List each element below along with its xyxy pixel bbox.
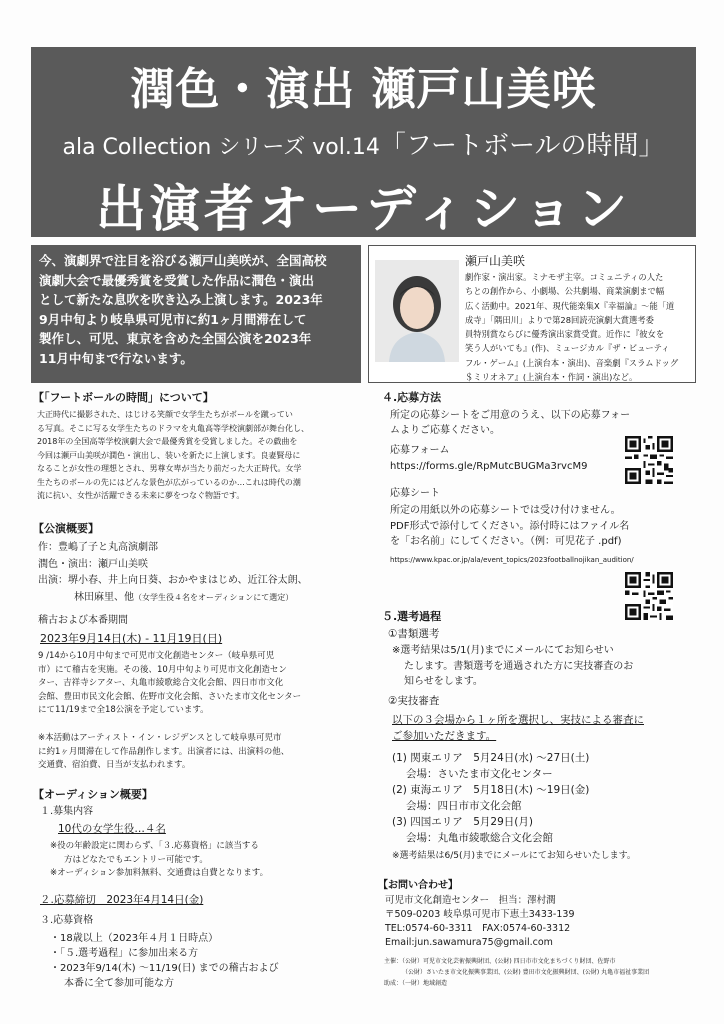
qr-code-icon[interactable] [625, 436, 673, 484]
cast-line-2 [38, 590, 308, 607]
practical-audition-label: ②実技審査 [388, 695, 440, 707]
about-text [37, 408, 309, 503]
overview-heading: 【公演概要】 [33, 522, 99, 535]
support-text: 助成：（一財）地域創造 [384, 980, 448, 987]
director-name: 瀬戸山美咲 [465, 254, 526, 268]
about-line: 今回は瀬戸山美咲が潤色・演出し、装いを新たに上演します。良妻賢母に [37, 450, 301, 460]
apply-intro-line: 所定の応募シートをご用意のうえ、以下の応募フォー [390, 410, 631, 421]
venue-area: (1) 関東エリア 5月24日(水) ～27日(土) [392, 752, 590, 764]
eligibility-heading: ３.応募資格 [40, 915, 94, 926]
deadline: ２.応募締切 2023年4月14日(金) [40, 894, 204, 906]
sheet-url-link[interactable]: https://www.kpac.or.jp/ala/event_topics/2023footballnojikan_audition/ [390, 556, 634, 564]
eligibility-item: 本番に全て参加可能な方 [64, 978, 174, 989]
series-prefix: ala Collection シリーズ vol.14 [62, 135, 380, 160]
sheet-instructions [390, 503, 629, 550]
period-line: にて11/19まで全18公演を予定しています。 [38, 705, 209, 715]
apply-intro [390, 408, 630, 438]
sponsor-label: 主催： [384, 958, 403, 965]
period-line: ター、吉祥寺シアター、丸亀市綾歌総合文化会館、四日市市文化 [38, 678, 284, 688]
venue-place: 会場：丸亀市綾歌総合文化会館 [406, 832, 553, 844]
intro-line: 製作し、可児、東京を含めた全国公演を2023年 [39, 331, 312, 346]
page-title: 出演者オーディション [96, 180, 631, 238]
recruit-heading: １.募集内容 [40, 806, 94, 817]
contact-heading: 【お問い合わせ】 [378, 880, 458, 891]
bio-line: 成寺」「隅田川」よりで第28回読売演劇大賞選考委 [465, 314, 654, 325]
intro-line: として新たな息吹を吹き込み上演します。2023年 [39, 292, 323, 307]
eligibility-item: ・「５.選考過程」に参加出来る方 [50, 948, 199, 959]
cast-note: （女学生役４名をオーディションにて選定） [134, 592, 294, 602]
about-line: 生たちのボールの先にはどんな景色が広がっているのか…これは時代の潮 [37, 477, 301, 487]
selection-heading: ５.選考過程 [382, 610, 442, 623]
about-line: る写真。そこに写る女学生たちのドラマを丸亀高等学校演劇部が舞台化し、 [37, 423, 309, 433]
series-line [31, 125, 696, 162]
period-line: 会館、豊田市民文化会館、佐野市文化会館、さいたま市文化センター [38, 691, 302, 702]
bio-line: フル・ゲーム』(上演台本・演出)、音楽劇『スラムドッグ [465, 357, 679, 368]
residency-line: 交通費、宿泊費、日当が支払われます。 [38, 760, 191, 770]
apply-intro-line: ムよりご応募ください。 [390, 425, 500, 436]
document-screening-label: ①書類選考 [388, 628, 440, 640]
intro-line: 11月中旬まで行ないます。 [39, 350, 193, 366]
sponsor-text: （公財）可児市文化芸術振興財団、(公財) 四日市市文化まちづくり財団、佐野市 [402, 958, 616, 965]
title-banner [31, 47, 696, 237]
qr-code-icon[interactable] [625, 572, 673, 620]
contact-org: 可児市文化創造センター 担当：澤村潤 [385, 895, 556, 906]
document-screening-notes [392, 643, 633, 690]
recruit-notes [50, 840, 268, 881]
bio-line: 員特別賞ならびに優秀演出家賞受賞。近作に『彼女を [465, 329, 665, 340]
audition-heading: 【オーディション概要】 [33, 788, 153, 801]
venue-place: 会場：さいたま市文化センター [406, 768, 553, 780]
sponsors [384, 956, 649, 989]
contact-address: 〒509-0203 岐阜県可児市下恵土3433-139 [385, 909, 575, 920]
contact-email-link[interactable]: Email:jun.sawamura75@gmail.com [385, 937, 553, 948]
director-bio [465, 270, 691, 384]
director-profile [368, 245, 696, 383]
about-line: 2018年の全国高等学校演劇大会で最優秀賞を受賞しました。その戯曲を [37, 437, 298, 446]
intro-line: 9月中旬より岐阜県可児市に約1ヶ月間滞在して [39, 311, 307, 327]
author-credit: 作：豊嶋了子と丸高演劇部 [38, 542, 158, 553]
bio-line: 笑う人がいても』(作)、ミュージカル『ザ・ビューティ [465, 343, 670, 354]
period-label: 稽古および本番期間 [38, 615, 128, 626]
doc-note: 知らせをします。 [404, 676, 483, 687]
recruit-note: 方はどなたでもエントリー可能です。 [64, 854, 208, 865]
venue-area: (3) 四国エリア 5月29日(月) [392, 816, 533, 828]
period-dates: 2023年9月14日(木) - 11月19日(日) [40, 632, 223, 645]
about-line: なることが女性の理想とされ、男尊女卑が当たり前だった大正時代。女学 [37, 464, 302, 473]
result-note: ※選考結果は6/5(月)までにメールにてお知らせいたします。 [392, 851, 636, 861]
practical-note: 以下の３会場から１ヶ所を選択し、実技による審査に [392, 714, 644, 726]
title-director: 潤色・演出 瀬戸山美咲 [130, 64, 597, 115]
intro-box [31, 245, 361, 383]
residency-note [38, 732, 289, 773]
doc-note: ※選考結果は5/1(月)までにメールにてお知らせい [392, 645, 614, 656]
period-line: 市）にて稽古を実施。その後、10月中旬より可児市文化創造セン [38, 664, 287, 675]
about-line: 大正時代に撮影された、はじける笑顔で女学生たちがボールを蹴ってい [37, 410, 293, 419]
series-title: 「フートボールの時間」 [379, 131, 665, 161]
practical-audition-notes [392, 712, 644, 744]
intro-line: 演劇大会で最優秀賞を受賞した作品に潤色・演出 [39, 272, 315, 288]
period-details [38, 650, 301, 718]
about-heading: 【「フートボールの時間」について】 [33, 391, 214, 404]
bio-line: ちとの創作から、小劇場、公共劇場、商業演劇まで幅 [465, 286, 665, 297]
sheet-label: 応募シート [390, 488, 440, 499]
director-photo [375, 260, 459, 362]
residency-line: に約1ヶ月間滞在して作品創作します。出演者には、出演料の他、 [38, 746, 290, 757]
apply-heading: ４.応募方法 [382, 391, 442, 404]
bio-line: 広く活動中。2021年、現代能楽集Ⅹ『幸福論』～能「道 [465, 300, 675, 311]
sheet-line: 所定の用紙以外の応募シートでは受け付けません。 [390, 505, 621, 516]
sponsor-line [384, 956, 649, 967]
recruit-roles: 10代の女学生役…４名 [58, 823, 166, 835]
venue-list [392, 750, 589, 846]
eligibility-item: ・18歳以上（2023年４月１日時点） [50, 933, 219, 944]
director-credit: 潤色・演出：瀬戸山美咲 [38, 558, 148, 570]
form-url-link[interactable]: https://forms.gle/RpMutcBUGMa3rvcM9 [390, 461, 588, 472]
practical-note: ご参加いただきます。 [392, 730, 497, 742]
cast-line: 出演：堺小春、井上向日葵、おかやまはじめ、近江谷太朗、 [38, 575, 308, 586]
intro-line: 今、演劇界で注目を浴びる瀬戸山美咲が、全国高校 [39, 253, 327, 268]
residency-line: ※本活動はアーティスト・イン・レジデンスとして岐阜県可児市 [38, 733, 282, 743]
venue-place: 会場：四日市市文化会館 [406, 800, 522, 812]
doc-note: たします。書類選考を通過された方に実技審査のお [404, 660, 634, 672]
bio-line: 劇作家・演出家。ミナモザ主宰。コミュニティの人た [465, 272, 664, 282]
contact-info [385, 894, 575, 950]
period-line: 9 /14から10月中旬まで可児市文化創造センター（岐阜県可児 [38, 651, 275, 661]
sheet-line: を「お名前」にしてください。（例：可児花子 .pdf) [390, 536, 622, 547]
eligibility-item: ・2023年9/14(木) ～11/19(日) までの稽古および [50, 963, 279, 974]
contact-phone: TEL:0574-60-3311 FAX:0574-60-3312 [385, 923, 571, 934]
overview-credits [38, 540, 308, 606]
bio-line: ＄ミリオネア』(上演台本・作詞・演出)など。 [465, 372, 638, 383]
venue-area: (2) 東海エリア 5月18日(木) ～19日(金) [392, 784, 590, 796]
recruit-note: ※役の年齢設定に関わらず、「３.応募資格」に該当する [50, 841, 259, 851]
about-line: 流に抗い、女性が活躍できる未来に夢をつなぐ物語です。 [37, 491, 245, 500]
cast-names: 林田麻里、他 [74, 591, 134, 603]
form-label: 応募フォーム [390, 445, 450, 456]
eligibility-list [50, 931, 279, 991]
sponsor-text-2: （公財）さいたま市文化振興事業団、(公財) 豊田市文化振興財団、(公財) 丸亀市福祉事業団 [402, 969, 650, 976]
sheet-line: PDF形式で添付してください。添付時にはファイル名 [390, 520, 630, 532]
recruit-note: ※オーディション参加料無料、交通費は自費となります。 [50, 868, 269, 878]
